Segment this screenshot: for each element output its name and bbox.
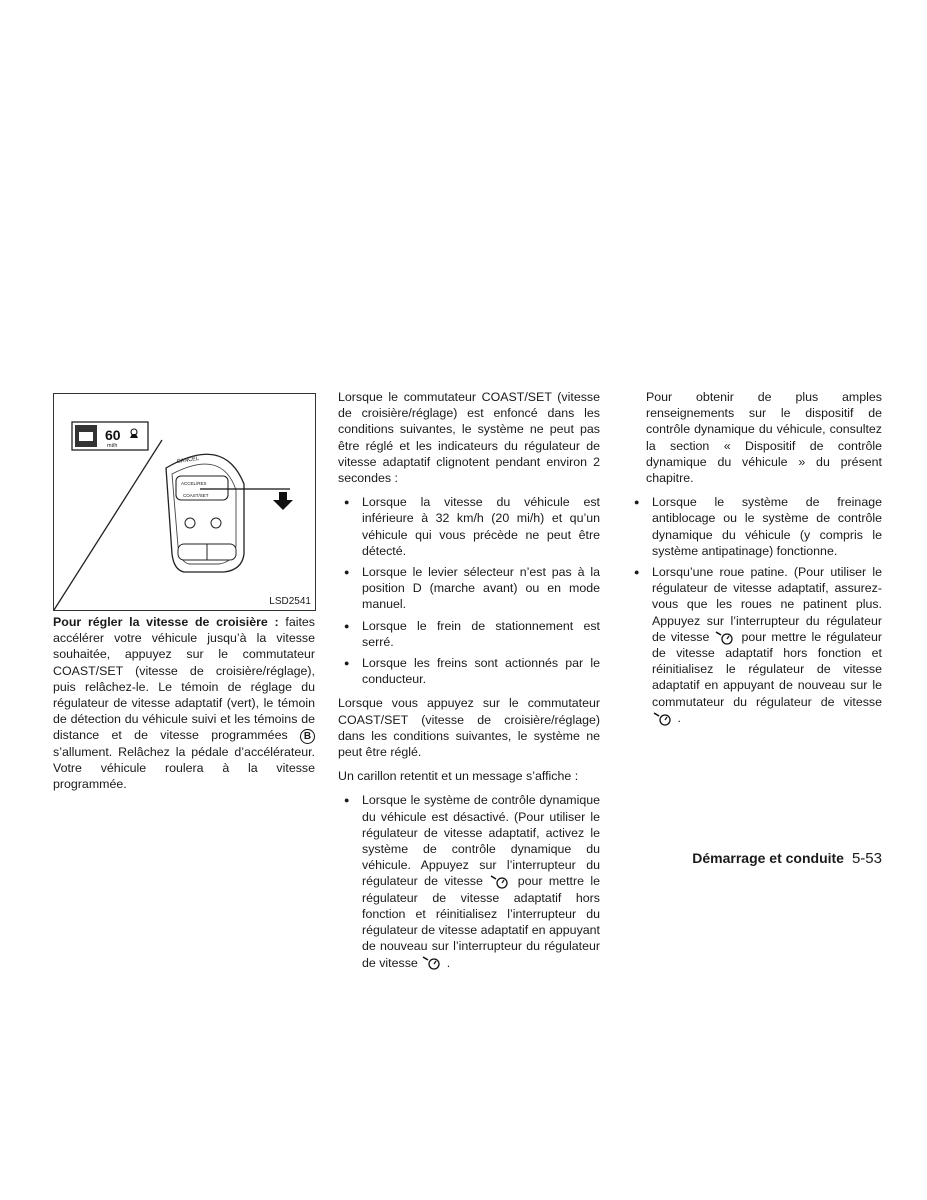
cruise-control-switch-icon bbox=[652, 712, 674, 726]
column-3 bbox=[628, 389, 882, 734]
info-paragraph: Pour obtenir de plus amples renseignements sur le dispositif de contrôle dynamique du véhicule, consultez la section « Dispositif de contrôle dynamique du véhicule » du présent chapitre. bbox=[646, 390, 882, 486]
page-number: 5-53 bbox=[851, 850, 882, 867]
set-speed-paragraph: Pour régler la vitesse de croisière : faites accélérer votre véhicule jusqu’à la vitesse souhaitée, appuyez sur le commutateur COAST/SET (vitesse de croisière/réglage), puis relâchez-le. Le témoin de réglage du régulateur de vitesse adaptatif (vert), le témoin de détection du véhicule suivi et les témoins de distance et de vitesse programmées B s’allument. Relâchez la pédale d’accélérateur. Votre véhicule roulera à la vitesse programmée. bbox=[53, 615, 316, 792]
svg-text:COAST/SET: COAST/SET bbox=[183, 493, 209, 498]
cruise-control-switch-icon bbox=[489, 875, 511, 889]
condition-list-2 bbox=[628, 494, 882, 726]
indicator-b-icon: B bbox=[300, 729, 315, 744]
message-list bbox=[338, 792, 600, 970]
arrow-down-icon bbox=[273, 492, 293, 510]
cruise-control-switch-icon bbox=[421, 956, 443, 970]
display-speed: 60 bbox=[105, 427, 121, 443]
display-unit: mi/h bbox=[107, 443, 118, 449]
list-item: ● Lorsque le système de contrôle dynamique du véhicule est désactivé. (Pour utiliser le régulateur de vitesse adaptatif, activez le système de contrôle dynamique du véhicule. Appuyez sur l’interrupteur du régulateur de vitesse pour mettre le régulateur de vitesse adaptatif hors fonction et réinitialisez l’interrupteur du régulateur de vitesse adaptatif en appuyant de nouveau sur l’interrupteur du régulateur de vitesse . bbox=[338, 792, 600, 970]
steering-switch-illustration bbox=[53, 393, 316, 611]
paragraph: Un carillon retentit et un message s’affiche : bbox=[338, 769, 579, 784]
svg-text:ACCEL/RES: ACCEL/RES bbox=[181, 481, 207, 486]
cruise-control-switch-icon bbox=[714, 631, 736, 645]
page-footer bbox=[692, 850, 882, 867]
list-item: ● Lorsque la vitesse du véhicule est inférieure à 32 km/h (20 mi/h) et qu’un véhicule qui vous précède ne peut être détecté. bbox=[338, 494, 600, 559]
column-2 bbox=[338, 389, 600, 979]
list-item: ● Lorsque les freins sont actionnés par le conducteur. bbox=[338, 655, 600, 687]
lead-heading: Pour régler la vitesse de croisière : bbox=[53, 615, 279, 629]
column-1 bbox=[53, 614, 315, 800]
steering-switch-drawing bbox=[54, 394, 315, 610]
conditions-list bbox=[338, 494, 600, 687]
list-item: ● Lorsque le frein de stationnement est serré. bbox=[338, 618, 600, 650]
list-item: ● Lorsque le levier sélecteur n’est pas à la position D (marche avant) ou en mode manuel. bbox=[338, 564, 600, 613]
figure-label: LSD2541 bbox=[269, 596, 311, 607]
intro-paragraph: Lorsque le commutateur COAST/SET (vitesse de croisière/réglage) est enfoncé dans les conditions suivantes, le système ne peut pas être réglé et les indicateurs du régulateur de vitesse adaptatif clignotent pendant environ 2 secondes : bbox=[338, 390, 600, 486]
paragraph: Lorsque vous appuyez sur le commutateur COAST/SET (vitesse de croisière/réglage) dans les conditions suivantes, le système ne peut être réglé. bbox=[338, 696, 600, 760]
section-title: Démarrage et conduite bbox=[692, 850, 844, 866]
list-item: ● Lorsque le système de freinage antiblocage ou le système de contrôle dynamique du véhicule (y compris le système antipatinage) fonctionne. bbox=[628, 494, 882, 559]
list-item: ● Lorsqu’une roue patine. (Pour utiliser le régulateur de vitesse adaptatif, assurez-vous que les roues ne patinent plus. Appuyez sur l’interrupteur du régulateur de vitesse pour mettre le régulateur de vitesse adaptatif hors fonction et réinitialisez le régulateur de vitesse adaptatif en appuyant de nouveau sur le commutateur du régulateur de vitesse . bbox=[628, 564, 882, 726]
svg-text:CANCEL: CANCEL bbox=[176, 455, 200, 465]
